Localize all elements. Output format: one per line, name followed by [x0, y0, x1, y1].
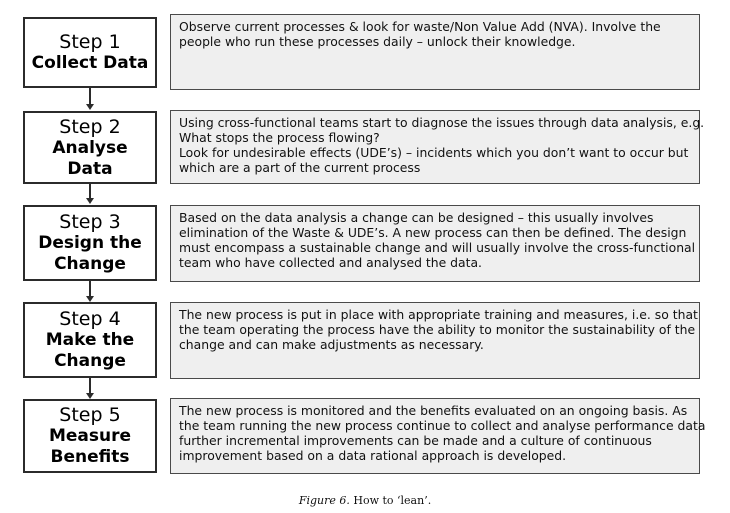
step-3-number: Step 3: [59, 211, 121, 233]
step-4-box: [23, 302, 157, 378]
step-3-box: [23, 205, 157, 281]
step-4-name-line-2: Change: [54, 351, 126, 371]
step-2-name-line-1: Analyse: [52, 137, 128, 158]
step-5-description: The new process is monitored and the benefits evaluated on an ongoing basis. As the team running the new process continue to collect and analyse performance data further incremental improvements can be made and a culture of continuous improvement based on a data rational approach is developed.: [170, 398, 700, 474]
step-5-box: [23, 399, 157, 473]
arrow-1-2: [86, 104, 94, 110]
step-5-number: Step 5: [59, 404, 121, 426]
step-1-number: Step 1: [59, 31, 121, 53]
step-4-name-line-1: Make the: [45, 330, 135, 350]
figure-caption: [0, 494, 730, 507]
figure-caption-label: Figure 6.: [298, 494, 350, 507]
step-3-name-line-2: Change: [54, 254, 126, 274]
step-1-description: Observe current processes & look for waste/Non Value Add (NVA). Involve the people who run these processes daily – unlock their knowledge.: [170, 14, 700, 90]
step-2-number: Step 2: [59, 115, 121, 138]
step-2-description: Using cross-functional teams start to diagnose the issues through data analysis, e.g. What stops the process flowing? Look for undesirable effects (UDE’s) – incidents which you don’t want to occur but which are a part of the current process: [170, 110, 700, 184]
step-4-description: The new process is put in place with appropriate training and measures, i.e. so that the team operating the process have the ability to monitor the sustainability of the change and can make adjustments as necessary.: [170, 302, 700, 379]
step-2-name-line-2: Data: [67, 158, 113, 179]
figure-caption-text: How to ‘lean’.: [353, 494, 432, 507]
step-5-name-line-2: Benefits: [50, 447, 130, 467]
step-2-box: [23, 111, 157, 184]
step-5-name-line-1: Measure: [48, 426, 132, 446]
step-1-name: Collect Data: [31, 53, 149, 73]
step-1-box: [23, 17, 157, 88]
step-3-description: Based on the data analysis a change can be designed – this usually involves elimination of the Waste & UDE’s. A new process can then be defined. The design must encompass a sustainable change and will usually involve the cross-functional team who have collected and analysed the data.: [170, 205, 700, 282]
step-3-name-line-1: Design the: [38, 233, 142, 253]
arrow-2-3: [86, 198, 94, 204]
step-4-number: Step 4: [59, 308, 121, 330]
